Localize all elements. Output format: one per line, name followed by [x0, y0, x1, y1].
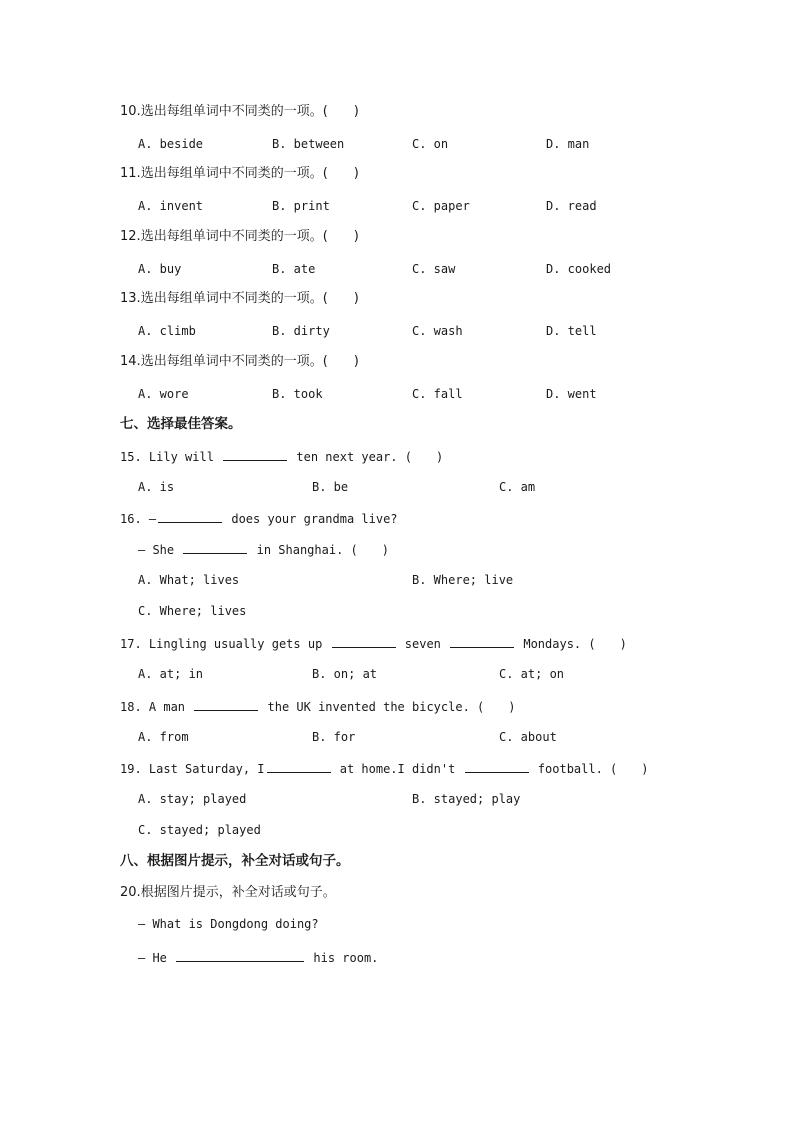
section-8-heading: 八、根据图片提示，补全对话或句子。	[120, 853, 350, 869]
question-12	[120, 229, 359, 245]
question-stem: 选出每组单词中不同类的一项。( )	[140, 291, 359, 306]
q10-option-a[interactable]: A. beside	[138, 137, 204, 151]
q13-option-c[interactable]: C. wash	[412, 324, 463, 338]
question-text-mid: at home.I didn't	[339, 762, 456, 776]
q18-option-a[interactable]: A. from	[138, 730, 189, 744]
q18-option-c[interactable]: C. about	[499, 730, 557, 744]
q10-option-b[interactable]: B. between	[272, 137, 345, 151]
answer-blank[interactable]	[223, 448, 287, 461]
q12-option-d[interactable]: D. cooked	[546, 262, 612, 276]
question-19	[120, 760, 649, 777]
question-text-post: ten next year. ( )	[296, 450, 444, 464]
question-10	[120, 104, 359, 120]
q15-option-a[interactable]: A. is	[138, 480, 175, 494]
question-13	[120, 291, 359, 307]
question-text-post: does your grandma live?	[231, 512, 398, 526]
section-7-heading: 七、选择最佳答案。	[120, 416, 242, 432]
q11-option-c[interactable]: C. paper	[412, 199, 470, 213]
question-17	[120, 635, 627, 652]
answer-blank[interactable]	[158, 510, 222, 523]
question-text-post: Mondays. ( )	[523, 637, 627, 651]
q15-option-b[interactable]: B. be	[312, 480, 349, 494]
question-number: 14.	[120, 354, 141, 369]
q10-option-d[interactable]: D. man	[546, 137, 590, 151]
question-stem: 选出每组单词中不同类的一项。( )	[140, 229, 359, 244]
question-20-line-2	[138, 949, 378, 966]
q14-option-a[interactable]: A. wore	[138, 387, 189, 401]
question-stem: 选出每组单词中不同类的一项。( )	[140, 166, 359, 181]
q10-option-c[interactable]: C. on	[412, 137, 449, 151]
q14-option-d[interactable]: D. went	[546, 387, 597, 401]
q12-option-b[interactable]: B. ate	[272, 262, 316, 276]
question-16-line-1	[120, 510, 398, 527]
q17-option-b[interactable]: B. on; at	[312, 667, 378, 681]
question-number: 13.	[120, 291, 141, 306]
question-text-pre: — She	[138, 543, 175, 557]
answer-blank[interactable]	[194, 698, 258, 711]
question-20	[120, 885, 336, 901]
question-11	[120, 166, 359, 182]
q19-option-a[interactable]: A. stay; played	[138, 792, 247, 806]
question-number: 20.	[120, 885, 141, 900]
q11-option-a[interactable]: A. invent	[138, 199, 204, 213]
q16-option-a[interactable]: A. What; lives	[138, 573, 240, 587]
q19-option-b[interactable]: B. stayed; play	[412, 792, 521, 806]
question-16-line-2	[138, 541, 389, 558]
question-text-pre: — He	[138, 951, 167, 965]
question-text-post: in Shanghai. ( )	[256, 543, 389, 557]
question-text-mid: seven	[404, 637, 441, 651]
question-text-post: the UK invented the bicycle. ( )	[267, 700, 516, 714]
answer-blank[interactable]	[183, 541, 247, 554]
q14-option-c[interactable]: C. fall	[412, 387, 463, 401]
q11-option-d[interactable]: D. read	[546, 199, 597, 213]
q14-option-b[interactable]: B. took	[272, 387, 323, 401]
answer-blank[interactable]	[465, 760, 529, 773]
question-number: 12.	[120, 229, 141, 244]
question-text-pre: 19. Last Saturday, I	[120, 762, 265, 776]
q12-option-c[interactable]: C. saw	[412, 262, 456, 276]
answer-blank[interactable]	[176, 949, 304, 962]
question-18	[120, 698, 515, 715]
q16-option-b[interactable]: B. Where; live	[412, 573, 514, 587]
q17-option-c[interactable]: C. at; on	[499, 667, 565, 681]
q18-option-b[interactable]: B. for	[312, 730, 356, 744]
q11-option-b[interactable]: B. print	[272, 199, 330, 213]
question-stem: 选出每组单词中不同类的一项。( )	[140, 354, 359, 369]
question-text-pre: 15. Lily will	[120, 450, 214, 464]
q15-option-c[interactable]: C. am	[499, 480, 536, 494]
question-number: 10.	[120, 104, 141, 119]
q19-option-c[interactable]: C. stayed; played	[138, 823, 261, 837]
q13-option-a[interactable]: A. climb	[138, 324, 196, 338]
answer-blank[interactable]	[332, 635, 396, 648]
answer-blank[interactable]	[450, 635, 514, 648]
question-stem: 选出每组单词中不同类的一项。( )	[140, 104, 359, 119]
question-15	[120, 448, 443, 465]
q17-option-a[interactable]: A. at; in	[138, 667, 204, 681]
question-text-post: football. ( )	[537, 762, 649, 776]
question-text-pre: 17. Lingling usually gets up	[120, 637, 323, 651]
question-text-post: his room.	[313, 951, 379, 965]
answer-blank[interactable]	[267, 760, 331, 773]
q12-option-a[interactable]: A. buy	[138, 262, 182, 276]
question-14	[120, 354, 359, 370]
question-text-pre: 18. A man	[120, 700, 186, 714]
question-20-line-1: — What is Dongdong doing?	[138, 917, 319, 931]
question-stem: 根据图片提示，补全对话或句子。	[140, 885, 336, 900]
question-number: 11.	[120, 166, 141, 181]
q16-option-c[interactable]: C. Where; lives	[138, 604, 247, 618]
q13-option-b[interactable]: B. dirty	[272, 324, 330, 338]
question-text-pre: 16. —	[120, 512, 157, 526]
q13-option-d[interactable]: D. tell	[546, 324, 597, 338]
